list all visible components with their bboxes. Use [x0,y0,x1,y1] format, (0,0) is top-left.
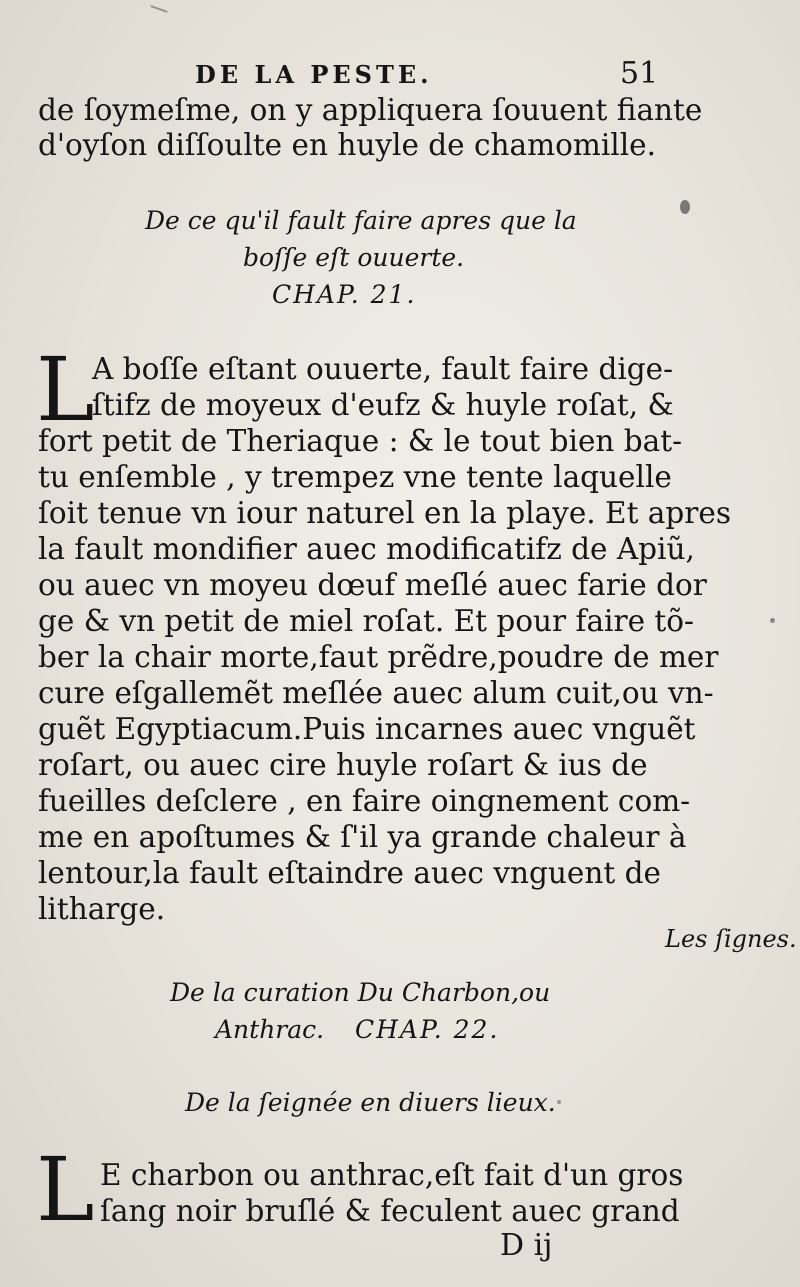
chapter-21-title-line-2: boſſe eſt ouuerte. [243,243,465,272]
text-line: ge & vn petit de miel roſat. Et pour faire tõ- [38,604,694,638]
text-line: tu enſemble , y trempez vne tente laquelle [38,460,672,494]
chapter-22-title-line-2: Anthrac. [215,1015,325,1044]
text-line: me en apoſtumes & ſ'il ya grande chaleur à [38,820,687,854]
margin-note: Les ſignes. [665,925,797,953]
text-line: guẽt Egyptiacum.Puis incarnes auec vnguẽt [38,712,696,746]
running-title: DE LA PESTE. [195,60,433,89]
text-line: E charbon ou anthrac,eſt fait d'un gros [100,1158,684,1192]
text-line: ou auec vn moyeu dœuf meſlé auec farie dor [38,568,707,602]
text-line: fueilles deſclere , en faire oingnement com- [38,784,691,818]
text-line: ſang noir bruſlé & feculent auec grand [100,1194,680,1228]
text-line: roſart, ou auec cire huyle roſart & ius de [38,748,648,782]
ink-speck [557,1100,561,1104]
text-line: de ſoymeſme, on y appliquera ſouuent fiante [38,93,703,127]
ink-speck [770,618,775,623]
drop-cap: L [36,338,95,441]
ink-speck [680,200,690,214]
text-line: lentour,la fault eſtaindre auec vnguent de [38,856,661,890]
page-number: 51 [620,56,659,91]
chapter-22-title-line-1: De la curation Du Charbon,ou [170,978,551,1007]
chapter-21-label: CHAP. 21. [272,280,417,309]
text-line: litharge. [38,892,166,926]
text-line: cure eſgallemẽt meſlée auec alum cuit,ou vn- [38,676,714,710]
text-line: fort petit de Theriaque : & le tout bien bat- [38,424,683,458]
ink-speck [150,5,168,13]
text-line: ſtifz de moyeux d'eufz & huyle roſat, & [92,388,674,422]
text-line: d'oyſon diſſoulte en huyle de chamomille. [38,128,656,162]
text-line: ſoit tenue vn iour naturel en la playe. Et apres [38,496,731,530]
text-line: la fault mondifier auec modificatifz de Apiũ, [38,532,695,566]
text-line: ber la chair morte,faut prẽdre,poudre de mer [38,640,719,674]
chapter-21-title-line-1: De ce qu'il fault faire apres que la [145,206,577,235]
signature-mark: D ij [500,1228,553,1263]
chapter-22-label: CHAP. 22. [355,1015,500,1044]
chapter-22-subtitle: De la ſeignée en diuers lieux. [185,1088,556,1117]
drop-cap: L [36,1138,95,1241]
text-line: A boſſe eſtant ouuerte, fault faire dige- [92,352,674,386]
